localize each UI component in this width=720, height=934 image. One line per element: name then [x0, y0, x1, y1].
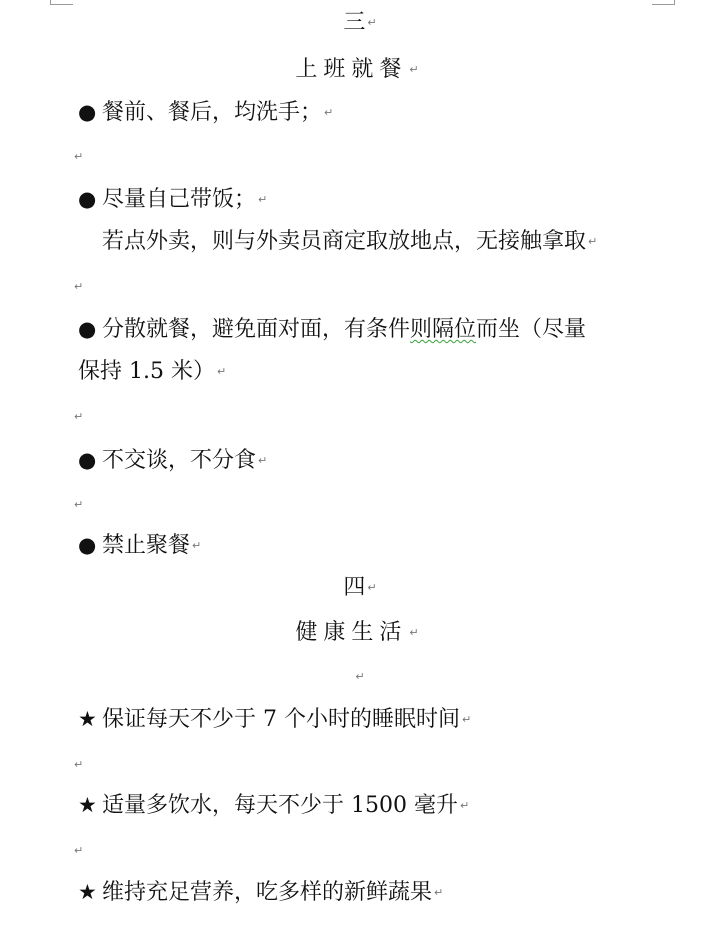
paragraph-mark-icon: ↵	[74, 844, 84, 857]
paragraph-mark-icon: ↵	[258, 193, 268, 206]
paragraph-mark-icon: ↵	[324, 106, 334, 119]
list-item: ● 分散就餐，避免面对面，有条件则隔位而坐（尽量	[78, 317, 587, 342]
bullet-circle-icon: ●	[78, 100, 97, 124]
list-item-continuation: 若点外卖，则与外卖员商定取放地点，无接触拿取 ↵	[102, 229, 598, 254]
paragraph-mark-icon: ↵	[367, 16, 377, 29]
paragraph-mark-icon: ↵	[367, 581, 377, 594]
empty-paragraph	[74, 752, 720, 778]
grammar-check-underline[interactable]: 则隔位	[410, 317, 477, 342]
paragraph-mark-icon: ↵	[459, 799, 470, 812]
paragraph-mark-icon: ↵	[74, 410, 84, 423]
list-item: ● 不交谈，不分食 ↵	[78, 448, 268, 473]
paragraph-mark-icon: ↵	[74, 280, 84, 293]
page-corner-mark-right	[652, 0, 675, 5]
page-corner-mark-left	[50, 0, 73, 5]
section-title: 健康生活 ↵	[295, 620, 425, 645]
bullet-star-icon: ★	[78, 707, 97, 731]
empty-paragraph	[74, 274, 720, 300]
paragraph-mark-icon: ↵	[588, 235, 598, 248]
list-item: ● 尽量自己带饭； ↵	[78, 187, 268, 212]
paragraph-mark-icon: ↵	[434, 886, 444, 899]
paragraph-mark-icon: ↵	[409, 626, 425, 639]
section-title: 上班就餐 ↵	[295, 57, 425, 82]
list-item: ★ 保证每天不少于 7 个小时的睡眠时间 ↵	[78, 707, 472, 732]
empty-paragraph	[74, 492, 720, 518]
empty-paragraph	[74, 838, 720, 864]
paragraph-mark-icon: ↵	[355, 670, 365, 683]
list-item: ● 餐前、餐后，均洗手； ↵	[78, 100, 334, 125]
paragraph-mark-icon: ↵	[74, 758, 84, 771]
bullet-circle-icon: ●	[78, 448, 97, 472]
section-number: 三 ↵	[343, 10, 377, 35]
empty-paragraph	[0, 664, 720, 690]
bullet-star-icon: ★	[78, 880, 97, 904]
bullet-circle-icon: ●	[78, 317, 97, 341]
list-item: ● 禁止聚餐 ↵	[78, 533, 202, 558]
section-number: 四 ↵	[343, 575, 377, 600]
paragraph-mark-icon: ↵	[74, 150, 84, 163]
bullet-star-icon: ★	[78, 793, 97, 817]
paragraph-mark-icon: ↵	[216, 365, 227, 378]
list-item: ★ 适量多饮水，每天不少于 1500 毫升 ↵	[78, 793, 470, 818]
paragraph-mark-icon: ↵	[462, 713, 472, 726]
empty-paragraph	[74, 144, 720, 170]
list-item: ★ 维持充足营养，吃多样的新鲜蔬果 ↵	[78, 880, 444, 905]
list-item-wrapped-line: 保持 1.5 米） ↵	[78, 359, 227, 384]
bullet-circle-icon: ●	[78, 187, 97, 211]
paragraph-mark-icon: ↵	[192, 539, 202, 552]
paragraph-mark-icon: ↵	[74, 498, 84, 511]
paragraph-mark-icon: ↵	[258, 454, 268, 467]
bullet-circle-icon: ●	[78, 533, 97, 557]
paragraph-mark-icon: ↵	[409, 63, 425, 76]
empty-paragraph	[74, 404, 720, 430]
